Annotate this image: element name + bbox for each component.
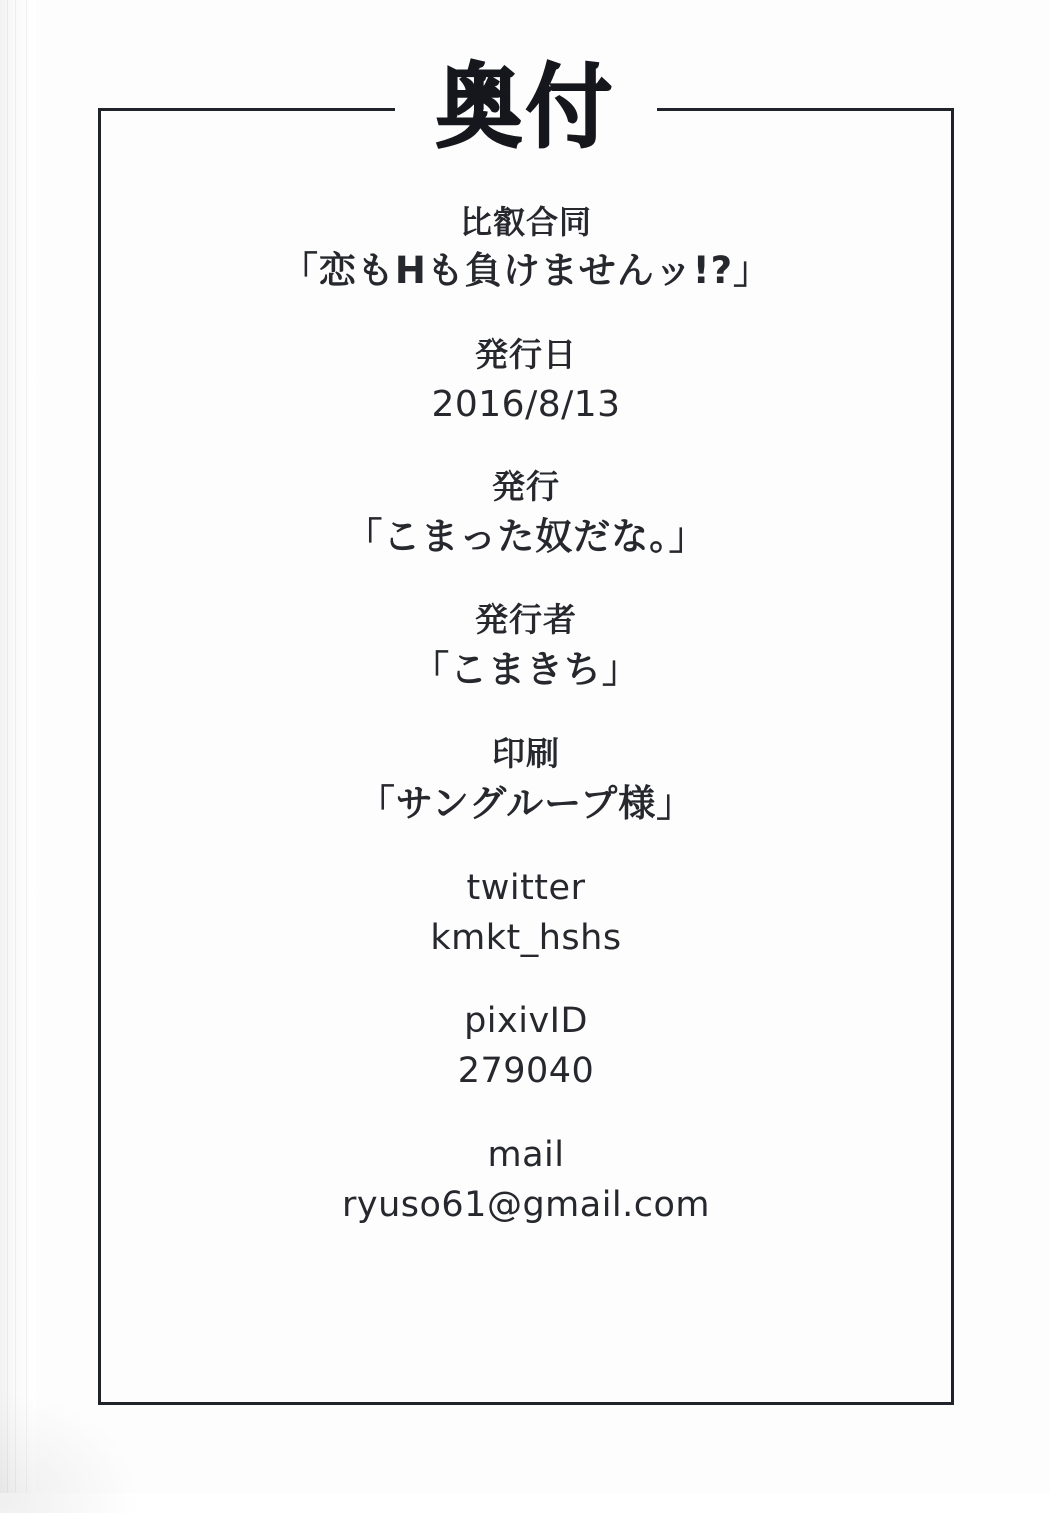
pixiv-id: 279040 bbox=[457, 1051, 595, 1092]
work-title: 「恋もHも負けませんッ!?」 bbox=[280, 249, 772, 293]
printer-label: 印刷 bbox=[492, 733, 560, 773]
colophon-block-work bbox=[138, 200, 914, 298]
page-corner-smudge bbox=[0, 1393, 140, 1513]
publisher-person-label: 発行者 bbox=[475, 600, 577, 640]
publication-date-label: 発行日 bbox=[475, 334, 577, 374]
pixiv-label: pixivID bbox=[464, 1001, 588, 1042]
colophon-block-twitter bbox=[138, 864, 914, 963]
twitter-handle: kmkt_hshs bbox=[430, 917, 622, 958]
colophon-block-pixiv bbox=[138, 997, 914, 1096]
colophon-block-publication-date bbox=[138, 332, 914, 430]
page-edge-line bbox=[7, 0, 8, 1493]
page-left-edge-shading bbox=[0, 0, 36, 1493]
printer-value: 「サングループ様」 bbox=[357, 781, 695, 825]
publisher-value: 「こまった奴だな。」 bbox=[345, 514, 707, 558]
page-edge-line bbox=[15, 0, 16, 1493]
publication-date-value: 2016/8/13 bbox=[431, 383, 621, 425]
colophon-block-publisher-person bbox=[138, 597, 914, 696]
publisher-person-value: 「こまきち」 bbox=[412, 648, 640, 692]
mail-address: ryuso61@gmail.com bbox=[341, 1184, 711, 1225]
colophon-content bbox=[98, 108, 954, 1405]
publisher-label: 発行 bbox=[492, 466, 560, 506]
colophon-block-printer bbox=[138, 731, 914, 830]
mail-label: mail bbox=[487, 1134, 565, 1175]
twitter-label: twitter bbox=[466, 868, 586, 909]
page-edge-line bbox=[26, 0, 27, 1493]
colophon-block-mail bbox=[138, 1131, 914, 1230]
colophon-block-publisher bbox=[138, 464, 914, 563]
page-title-text: 奥付 bbox=[436, 55, 616, 162]
work-circle-label: 比叡合同 bbox=[459, 203, 592, 241]
